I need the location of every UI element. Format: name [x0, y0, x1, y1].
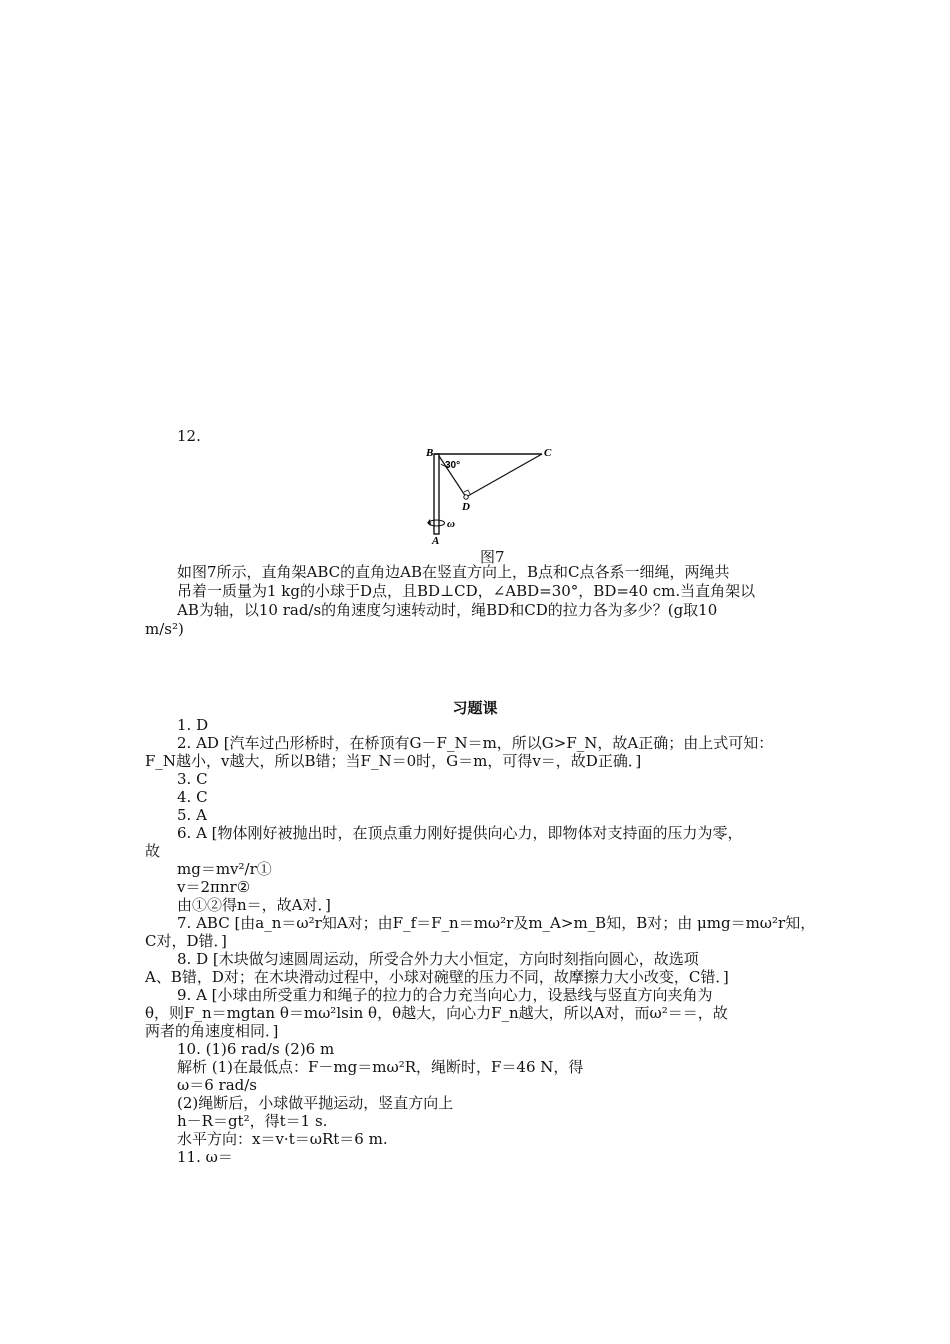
answer-10-line-2: 解析 (1)在最低点：F－mg＝mω²R，绳断时，F＝46 N，得: [177, 1058, 584, 1076]
question-line-1: 如图7所示，直角架ABC的直角边AB在竖直方向上，B点和C点各系一细绳，两绳共: [177, 563, 730, 581]
answer-8-line-1: 8. D [木块做匀速圆周运动，所受合外力大小恒定，方向时刻指向圆心，故选项: [177, 950, 699, 968]
answer-10-line-1: 10. (1)6 rad/s (2)6 m: [177, 1040, 335, 1058]
answer-11: 11. ω＝: [177, 1148, 233, 1166]
answer-6-line-3: mg＝mv²/r①: [177, 860, 272, 878]
answer-9-line-1: 9. A [小球由所受重力和绳子的拉力的合力充当向心力，设悬线与竖直方向夹角为: [177, 986, 713, 1004]
answer-9-line-2: θ，则F_n＝mgtan θ＝mω²lsin θ，θ越大，向心力F_n越大，所以A对，而ω²＝＝，故: [145, 1004, 728, 1022]
label-b: B: [426, 447, 434, 459]
label-c: C: [544, 447, 552, 459]
right-angle-frame-diagram: [420, 442, 560, 546]
answer-2-line-2: F_N越小，v越大，所以B错；当F_N＝0时，G＝m，可得v＝，故D正确．]: [145, 752, 642, 770]
answer-6-line-1: 6. A [物体刚好被抛出时，在顶点重力刚好提供向心力，即物体对支持面的压力为零，: [177, 824, 743, 842]
answer-2-line-1: 2. AD [汽车过凸形桥时，在桥顶有G－F_N＝m，所以G>F_N，故A正确；由上式可知：: [177, 734, 774, 752]
answer-6-line-4: v＝2πnr②: [177, 878, 251, 896]
angle-label: 30°: [445, 460, 461, 471]
question-line-3: AB为轴，以10 rad/s的角速度匀速转动时，绳BD和CD的拉力各为多少？(g取10: [177, 601, 718, 619]
rope-cd: [466, 454, 542, 497]
question-line-2: 吊着一质量为1 kg的小球于D点，且BD⊥CD，∠ABD=30°，BD=40 cm.当直角架以: [177, 582, 756, 600]
answer-5: 5. A: [177, 806, 207, 824]
ball-d: [464, 495, 468, 499]
omega-label: ω: [447, 518, 455, 530]
answer-10-line-5: h－R＝gt²，得t＝1 s.: [177, 1112, 328, 1130]
answer-8-line-2: A、B错，D对；在木块滑动过程中，小球对碗壁的压力不同，故摩擦力大小改变，C错．]: [145, 968, 729, 986]
answer-10-line-4: (2)绳断后，小球做平抛运动，竖直方向上: [177, 1094, 454, 1112]
question-line-4: m/s²): [145, 620, 184, 638]
answer-6-line-5: 由①②得n＝，故A对．]: [177, 896, 331, 914]
answer-1: 1. D: [177, 716, 209, 734]
answer-10-line-6: 水平方向：x＝v·t＝ωRt＝6 m.: [177, 1130, 388, 1148]
answer-10-line-3: ω＝6 rad/s: [177, 1076, 258, 1094]
figure-caption: 图7: [480, 548, 505, 566]
answers-title: 习题课: [452, 699, 498, 717]
question-number: 12.: [177, 427, 201, 445]
answer-7-line-2: C对，D错．]: [145, 932, 227, 950]
answer-9-line-3: 两者的角速度相同．]: [145, 1022, 279, 1040]
answer-6-line-2: 故: [145, 842, 161, 860]
label-a: A: [432, 535, 440, 546]
label-d: D: [462, 501, 470, 513]
answer-4: 4. C: [177, 788, 208, 806]
answer-3: 3. C: [177, 770, 208, 788]
vertical-bar-ab: [434, 454, 439, 534]
answer-7-line-1: 7. ABC [由a_n＝ω²r知A对；由F_f＝F_n＝mω²r及m_A>m_B知，B对；由 μmg＝mω²r知，: [177, 914, 816, 932]
